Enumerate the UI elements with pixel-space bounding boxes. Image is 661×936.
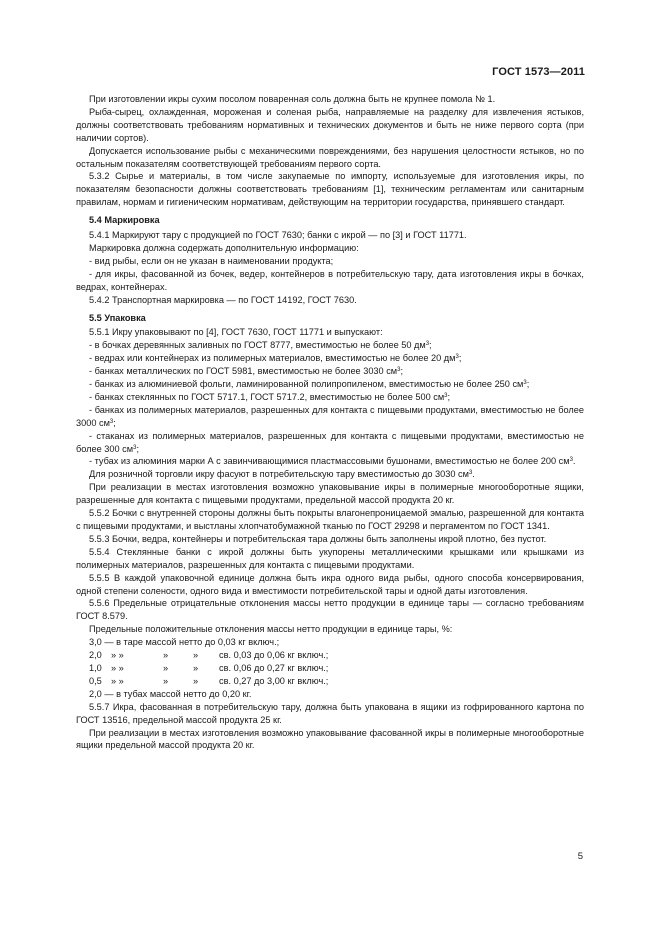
paragraph: Рыба-сырец, охлажденная, мороженая и соленая рыба, направляемые на разделку для извлечения ястыков, должны соответствовать требованиям нормативных и технических документов и быть не ниже первого сорта (при наличии сортов). [76, 106, 584, 143]
paragraph: При реализации в местах изготовления возможно упаковывание фасованной икры в полимерные многооборотные ящики предельной массой продукта 20 кг. [76, 727, 584, 751]
tolerance-table [76, 649, 584, 688]
packaging-list-item: - банках стеклянных по ГОСТ 5717.1, ГОСТ 5717.2, вместимостью не более 500 $см^3$; [89, 391, 451, 402]
paragraph: Предельные положительные отклонения массы нетто продукции в единице тары, %: [89, 624, 453, 635]
paragraph-5-5-3: 5.5.3 Бочки, ведра, контейнеры и потребительская тара должны быть заполнены икрой плотно, без пустот. [89, 533, 547, 544]
paragraph: При изготовлении икры сухим посолом поваренная соль должна быть не крупнее помола № 1. [89, 94, 496, 104]
paragraph-5-4-1: 5.4.1 Маркируют тару с продукцией по ГОСТ 7630; банки с икрой — по [3] и ГОСТ 11771. [89, 230, 467, 241]
tolerance-row: 2,0 » » » » св. 0,03 до 0,06 кг включ.; [89, 650, 329, 661]
paragraph: Допускается использование рыбы с механическими повреждениями, без нарушения целостности ястыков, но по остальным показателям соответствующей требованиям первого сорта. [76, 145, 584, 169]
document-header: ГОСТ 1573—2011 [492, 66, 585, 78]
retail-paragraph: Для розничной торговли икру фасуют в потребительскую тару вместимостью до 3030 $см^3$. [89, 469, 475, 480]
paragraph: Маркировка должна содержать дополнительную информацию: [89, 242, 359, 253]
paragraph-5-5-4: 5.5.4 Стеклянные банки с икрой должны быть укупорены металлическими крышками или крышками из полимерных материалов, разрешенных для контакта с пищевыми продуктами. [76, 546, 584, 570]
paragraph: При реализации в местах изготовления возможно упаковывание икры в полимерные многооборотные ящики, разрешенные для контакта с пищевыми продуктами, предельной массой продукта 20 кг. [76, 482, 584, 506]
paragraph-5-3-2: 5.3.2 Сырье и материалы, в том числе закупаемые по импорту, используемые для изготовления икры, по показателям безопасности должны соответствовать требованиям [1], техническим регламентам или санитарным правилам, нормам и гигиеническим нормативам, действующим на территории государства, принявшего стандарт. [76, 171, 584, 208]
paragraph-5-5-1: 5.5.1 Икру упаковывают по [4], ГОСТ 7630, ГОСТ 11771 и выпускают: [89, 327, 383, 338]
packaging-list-item: - банках из полимерных материалов, разрешенных для контакта с пищевыми продуктами, вместимостью не более 3000 $см^3$; [76, 404, 584, 428]
tolerance-row: 3,0 — в таре массой нетто до 0,03 кг включ.; [89, 637, 280, 648]
packaging-list-item: - банках металлических по ГОСТ 5981, вместимостью не более 3030 $см^3$; [89, 366, 404, 377]
packaging-list-item: - тубах из алюминия марки А с завинчивающимися пластмассовыми бушонами, вместимостью не более 200 $см^3$. [89, 456, 576, 467]
document-body [76, 93, 584, 752]
tolerance-row: 2,0 — в тубах массой нетто до 0,20 кг. [89, 688, 252, 699]
packaging-list-item: - стаканах из полимерных материалов, разрешенных для контакта с пищевыми продуктами, вместимостью не более 300 $см^3$; [76, 430, 584, 454]
packaging-list [76, 339, 584, 468]
tolerance-row: 1,0 » » » » св. 0,06 до 0,27 кг включ.; [89, 662, 329, 673]
tolerance-row: 0,5 » » » » св. 0,27 до 3,00 кг включ.; [89, 675, 329, 686]
list-item: - вид рыбы, если он не указан в наименовании продукта; [89, 255, 334, 266]
paragraph-5-5-7: 5.5.7 Икра, фасованная в потребительскую тару, должна быть упакована в ящики из гофрированного картона по ГОСТ 13516, предельной массой продукта 25 кг. [76, 701, 584, 725]
packaging-list-item: - банках из алюминиевой фольги, ламинированной полипропиленом, вместимостью не более 250 $см^3$; [89, 379, 530, 390]
packaging-list-item: - в бочках деревянных заливных по ГОСТ 8777, вместимостью не более 50 $дм^3$; [89, 340, 432, 351]
packaging-list-item: - ведрах или контейнерах из полимерных материалов, вместимостью не более 20 $дм^3$; [89, 353, 462, 364]
section-heading-5-4: 5.4 Маркировка [89, 215, 160, 226]
section-heading-5-5: 5.5 Упаковка [89, 312, 146, 323]
page-number: 5 [577, 851, 583, 862]
paragraph-5-5-5: 5.5.5 В каждой упаковочной единице должна быть икра одного вида рыбы, одного способа консервирования, одной степени солености, одного вида и вместимости потребительской тары и одной даты изготовления. [76, 572, 584, 596]
list-item: - для икры, фасованной из бочек, ведер, контейнеров в потребительскую тару, дата изготовления икры в бочках, ведрах, контейнерах. [76, 268, 584, 292]
paragraph-5-4-2: 5.4.2 Транспортная маркировка — по ГОСТ 14192, ГОСТ 7630. [89, 294, 357, 305]
paragraph-5-5-6: 5.5.6 Предельные отрицательные отклонения массы нетто продукции в единице тары — согласно требованиям ГОСТ 8.579. [76, 598, 584, 622]
paragraph-5-5-2: 5.5.2 Бочки с внутренней стороны должны быть покрыты влагонепроницаемой эмалью, разрешенной для контакта с пищевыми продуктами, и выстланы хлопчатобумажной тканью по ГОСТ 29298 и пергаментом по ГОСТ 1341. [76, 508, 584, 531]
